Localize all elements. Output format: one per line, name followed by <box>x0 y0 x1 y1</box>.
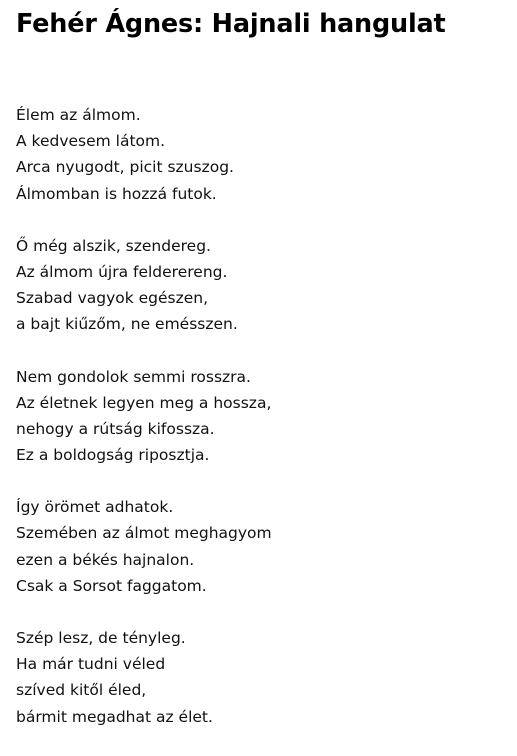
stanza-2 <box>16 233 506 338</box>
poem-line: Szemében az álmot meghagyom <box>16 524 272 543</box>
poem-line: bármit megadhat az élet. <box>16 707 213 726</box>
poem-line: nehogy a rútság kifossza. <box>16 419 215 438</box>
poem-line: Álmomban is hozzá futok. <box>16 184 217 203</box>
poem-line: Nem gondolok semmi rosszra. <box>16 367 251 386</box>
stanza-3 <box>16 364 506 469</box>
poem-line: a bajt kiűzőm, ne emésszen. <box>16 315 238 334</box>
poem-line: Szép lesz, de tényleg. <box>16 629 186 647</box>
stanza-1 <box>16 102 506 207</box>
poem-line: Ha már tudni véled <box>16 655 166 674</box>
poem-body <box>16 102 506 756</box>
poem-line: Szabad vagyok egészen, <box>16 289 209 308</box>
poem-line: Élem az álmom. <box>16 106 141 124</box>
stanza-4 <box>16 494 506 599</box>
poem-line: szíved kitől éled, <box>16 681 147 700</box>
poem-line: Ő még alszik, szendereg. <box>16 236 211 255</box>
poem-line: A kedvesem látom. <box>16 132 166 151</box>
poem-line: ezen a békés hajnalon. <box>16 550 195 569</box>
stanza-5 <box>16 625 506 730</box>
poem-line: Ez a boldogság riposztja. <box>16 446 210 465</box>
poem-line: Az életnek legyen meg a hossza, <box>16 393 272 412</box>
poem-line: Az álmom újra felderereng. <box>16 262 228 281</box>
poem-title: Fehér Ágnes: Hajnali hangulat <box>16 9 446 39</box>
poem-line: Csak a Sorsot faggatom. <box>16 576 207 595</box>
poem-line: Arca nyugodt, picit szuszog. <box>16 158 234 177</box>
poem-line: Így örömet adhatok. <box>16 498 174 517</box>
